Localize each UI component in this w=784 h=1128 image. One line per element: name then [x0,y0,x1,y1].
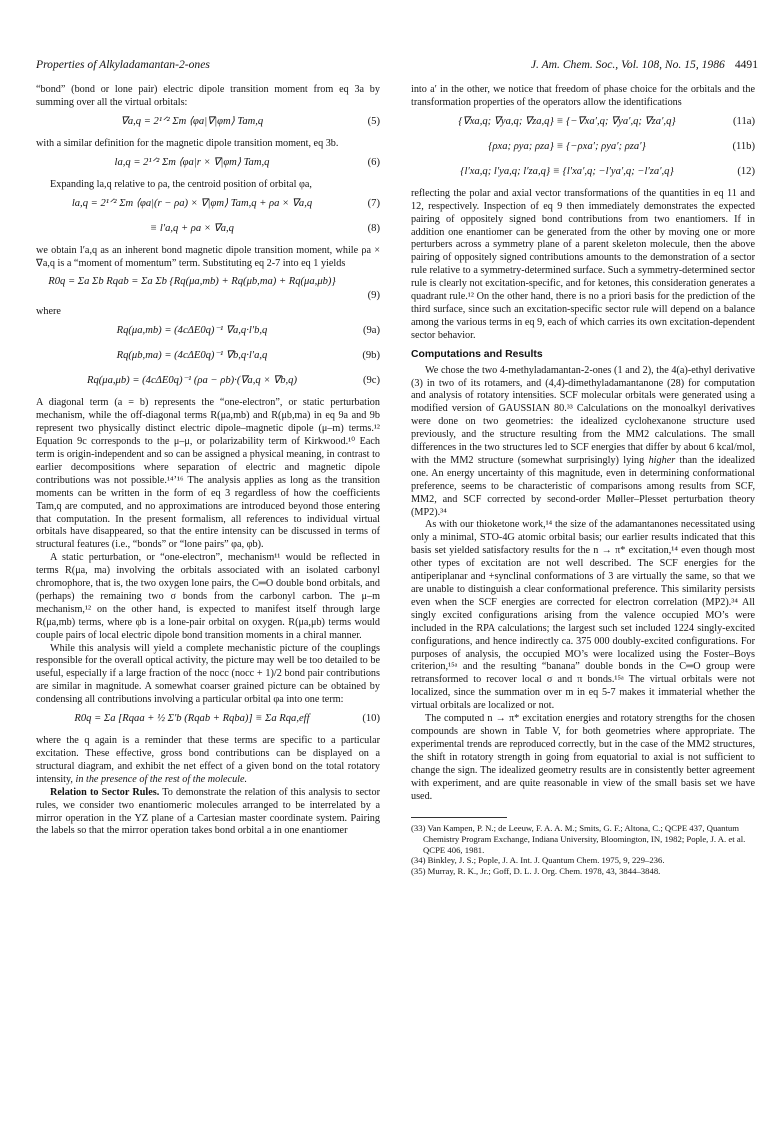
equation-expression: {∇xa,q; ∇ya,q; ∇za,q} ≡ {−∇xa′,q; ∇ya′,q; ∇za′,q} [458,115,676,127]
equation-expression: Rq(μa,mb) = (4cΔE0q)⁻¹ ∇a,q·l′b,q [116,325,268,337]
emphasis-text: in the presence of the rest of the molecule. [75,773,248,785]
paragraph-text: where the q again is a reminder that these terms are specific to a particular excitation. These effective, gross bond contributions can be displayed on a structural diagram, and exhibit the net effect of a given bond on the total rotatory intensity, [36,735,380,785]
equation-expression: {ρxa; ρya; ρza} ≡ {−ρxa′; ρya′; ρza′} [488,140,646,152]
paragraph: “bond” (bond or lone pair) electric dipole transition moment from eq 3a by summing over all the virtual orbitals: [36,84,380,108]
equation-expression: R0q = Σa Σb Rqab = Σa Σb {Rq(μa,mb) + Rq(μb,ma) + Rq(μa,μb)} [48,276,336,288]
running-header [36,58,758,74]
equation-expression: R0q = Σa [Rqaa + ½ Σ′b (Rqab + Rqba)] ≡ Σa Rqa,eff [74,713,310,725]
equation-number: (6) [367,156,380,168]
equation-number: (11b) [732,140,755,152]
paragraph: we obtain l′a,q as an inherent bond magnetic dipole transition moment, while ρa × ∇a,q is a “moment of momentum” term. Substituting eq 2-7 into eq 1 yields [36,244,380,269]
reference-item: (35) Murray, R. K., Jr.; Goff, D. L. J. Org. Chem. 1978, 43, 3844–3848. [411,865,661,876]
equation-6 [36,154,380,176]
header-journal: J. Am. Chem. Soc., Vol. 108, No. 15, 1986 [530,58,725,71]
equation-number: (10) [362,713,380,725]
paragraph: A diagonal term (a = b) represents the “one-electron”, or static perturbation mechanism, while the off-diagonal terms R(μa,mb) and R(μb,ma) in eq 9a and 9b represent two physically distinct electric dipole–magnetic dipole (μ–m) terms.¹² Equation 9c corresponds to the μ–μ, or polarizability term of Kirkwood.¹⁰ Each term is origin-independent and so can be assigned a physical meaning, in contrast to earlier decompositions where separation of electric and magnetic dipole contributions was not possible.¹⁴ʼ¹⁶ The analysis applies as long as the transition moments can be written in the form of eq 3 regardless of how the coefficients Tam,q are computed, and no approximations are introduced beyond those entering that computation. In the present formalism, all references to individual virtual orbitals have disappeared, so that the entire intensity can be discussed in terms of structural features (i.e., “bonds” or “lone pairs” φa, φb). [36,397,380,551]
page-number: 4491 [734,58,758,71]
paragraph: As with our thioketone work,¹⁴ the size of the adamantanones necessitated using only a minimal, STO-4G atomic orbital basis; our earlier results indicated that this basis set yielded satisfactory results for the n → π* excitation,¹⁴ even though most other types of excitation are not well described. The SCF energies for the antiperiplanar and +synclinal conformations of 3 are virtually the same, so that we are unable to distinguish a clear conformational preference. This similarity persists even when the SCF energies are corrected for electron correlation (MP2).³⁴ All singly excited configurations arising from the valence occupied MO’s were included in the RPA calculations; the largest such set included 1224 singly-excited configurations, and hence indirectly ca. 375 000 doubly-excited configurations. For purposes of analysis, the occupied MO’s were localized using the Foster–Boys criterion,¹⁵ᵃ and the resulting “banana” double bonds in the C═O group were retransformed to recover local σ and π bonds.¹⁵ᵃ The virtual orbitals were not localized, since the summation over m in eq 5-7 makes it immaterial whether the virtual orbitals are localized or not. [411,519,755,712]
right-column [411,84,755,876]
paragraph [36,735,380,787]
equation-9b [36,347,380,369]
paragraph-text: We chose the two 4-methyladamantan-2-ones (1 and 2), the 4(a)-ethyl derivative (3) in two of its rotamers, and (4,4)-dimethyladamantanone (28) for computation and analysis of rotatory intensities. SCF molecular orbitals were generated using a modified version of GAUSSIAN 80.³³ Calculations on the monoalkyl derivatives were done on two geometries: the idealized cyclohexanone structure used previously, and the structure resulting from the MM2 calculations. The small differences in the two structures led to SCF energies that differ by about 6 kcal/mol, with the MM2 structure (somewhat surprisingly) lying [411,364,755,466]
equation-number: (9c) [362,375,380,387]
where-label: where [36,306,61,318]
equation-11a [411,113,755,135]
reference-item: (34) Binkley, J. S.; Pople, J. A. Int. J. Quantum Chem. 1975, 9, 229–236. [411,855,665,866]
equation-number: (8) [367,222,380,234]
equation-number: (5) [367,115,380,127]
equation-7 [36,195,380,217]
paragraph-text: To demonstrate the relation of this analysis to sector rules, we consider two enantiomeric molecules arranged to be interrelated by a mirror operation in the YZ plane of a Cartesian master coordinate system. Pairing the labels so that the mirror operation takes bond orbital a in one enantiomer [36,786,380,837]
paragraph: into a′ in the other, we notice that freedom of phase choice for the orbitals and the transformation properties of the operators allow the identifications [411,84,755,108]
equation-number: (7) [367,197,380,209]
equation-expression: la,q = 2¹ᐟ² Σm ⟨φa|r × ∇|φm⟩ Tam,q [114,156,270,168]
equation-11b [411,138,755,160]
section-heading: Computations and Results [411,348,543,360]
left-column [36,84,380,838]
paragraph: A static perturbation, or “one-electron”, mechanism¹¹ would be reflected in terms R(μa, ma) involving the orbitals associated with an isolated carbonyl chromophore, that is, the two oxygen lone pairs, the C═O double bond orbitals, and (perhaps) the remaining two σ bonds from the carbonyl carbon. The μ–m mechanism,¹² on the other hand, is expected to manifest itself through large R(μa,mb) terms, where φb is a lone-pair orbital on oxygen. R(μa,μb) terms would couple pairs of local electric dipole bond transition moments in a chiral manner. [36,552,380,641]
equation-expression: ≡ l′a,q + ρa × ∇a,q [150,222,234,234]
paragraph: Expanding la,q relative to ρa, the centroid position of orbital φa, [50,178,312,190]
equation-expression: la,q = 2¹ᐟ² Σm ⟨φa|(r − ρa) × ∇|φm⟩ Tam,q + ρa × ∇a,q [71,197,313,209]
paragraph: with a similar definition for the magnetic dipole transition moment, eq 3b. [36,137,339,149]
equation-expression: Rq(μb,ma) = (4cΔE0q)⁻¹ ∇b,q·l′a,q [116,350,268,362]
equation-number: (9b) [362,350,380,362]
header-citation [531,58,758,71]
references [411,823,755,876]
equation-10 [36,710,380,732]
equation-12 [411,163,755,185]
equation-8 [36,220,380,242]
reference-item: (33) Van Kampen, P. N.; de Leeuw, F. A. A. M.; Smits, G. F.; Altona, C.; QCPE 437, Quantum Chemistry Program Exchange, Indiana University, Bloomington, IN, 1982; Pople, J. A. et al. QCPE 406, 1981. [411,823,746,855]
paragraph: reflecting the polar and axial vector transformations of the quantities in eq 11 and 12, respectively. Inspection of eq 9 then immediately demonstrates the expected pairing of oppositely signed bond contributions from two enantiomers. If in addition one enantiomer can be generated from the other by moving one or more perturbers across a symmetry plane of a parent skeleton molecule, then the above pairing of oppositely signed contributions amounts to the demonstration of a sector rule relative to a symmetry-determined surface. Such a symmetry-determined sector rule is clearly not excitation-specific, and for ketones, this consideration generates a quadrant rule.¹² On the other hand, there is no a priori basis for the prediction of the third surface, since such an excitation-specific sector rule will depend on a balance among the various terms in eq 9, each of which carries its own excitation-dependent sector behavior. [411,187,755,341]
paragraph: While this analysis will yield a complete mechanistic picture of the couplings responsible for the overall optical activity, the picture may well be too detailed to be useful, especially if a large fraction of the nocc (nocc + 1)/2 bond pair contributions are similar in magnitude. A somewhat coarser grained picture can be obtained by condensing all contributions involving a particular orbital φa into one term: [36,642,380,706]
equation-expression: {l′xa,q; l′ya,q; l′za,q} ≡ {l′xa′,q; −l′ya′,q; −l′za′,q} [460,165,674,177]
equation-number: (9) [367,290,380,302]
run-in-heading: Relation to Sector Rules. [50,786,160,798]
equation-9c [36,372,380,394]
header-title: Properties of Alkyladamantan-2-ones [36,58,210,71]
equation-number: (11a) [733,115,755,127]
equation-5 [36,113,380,135]
equation-expression: Rq(μa,μb) = (4cΔE0q)⁻¹ (ρa − ρb)·(∇a,q × ∇b,q) [87,375,297,387]
paragraph-text: than the idealized one. An energy uncertainty of this magnitude, even in determining conformational preference, seems to be characteristic of comparisons among results from SCF, MM2, and SCF corrected by second-order Møller–Plesset perturbation theory (MP2).³⁴ [411,454,755,518]
paragraph [36,787,380,839]
equation-9 [36,273,380,303]
equation-9a [36,322,380,344]
equation-expression: ∇a,q = 2¹ᐟ² Σm ⟨φa|∇|φm⟩ Tam,q [120,115,264,127]
equation-number: (12) [737,165,755,177]
equation-number: (9a) [362,325,380,337]
paragraph [411,365,755,520]
footnote-divider [411,817,507,818]
paragraph: The computed n → π* excitation energies and rotatory strengths for the chosen compounds are shown in Table V, for both geometries where appropriate. The experimental trends are reproduced correctly, but in the case of the MM2 structures, the shift in rotatory strength in going from equatorial to axial is not sufficient to change the sign. The idealized geometry results are in consistently better agreement with experiment, and are quite reasonable in view of the small basis set we have used. [411,713,755,802]
emphasis-text: higher [648,454,676,466]
